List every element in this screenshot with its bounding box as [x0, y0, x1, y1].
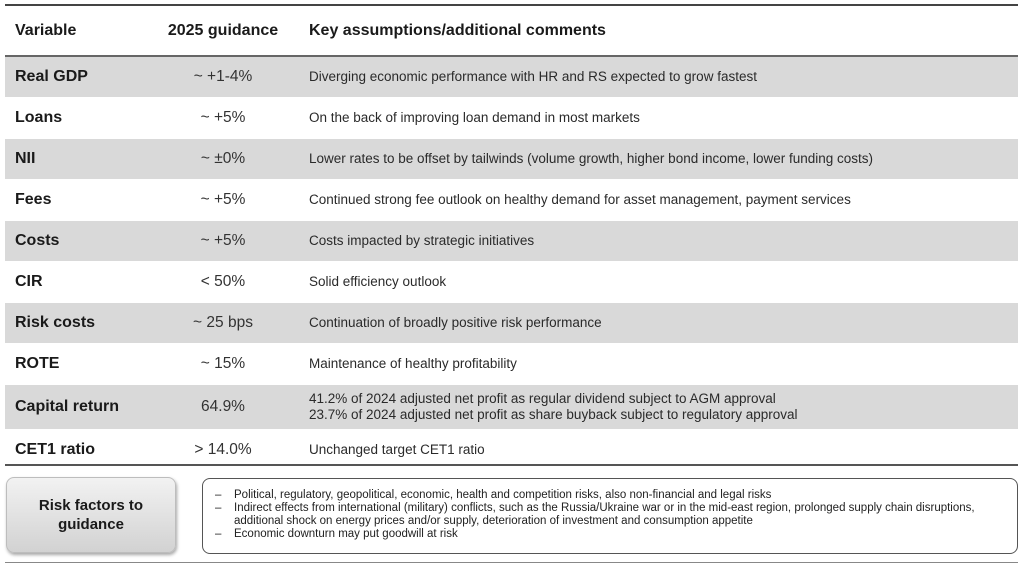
row-comment: Costs impacted by strategic initiatives: [309, 233, 535, 248]
row-variable: Capital return: [15, 398, 120, 415]
row-variable: NII: [15, 150, 36, 167]
risk-item-text: Economic downturn may put goodwill at risk: [234, 528, 458, 540]
row-variable: CET1 ratio: [15, 441, 96, 458]
row-comment: Continued strong fee outlook on healthy demand for asset management, payment services: [309, 192, 851, 207]
row-comment: Diverging economic performance with HR and RS expected to grow fastest: [309, 69, 757, 84]
table-row: [5, 139, 1018, 180]
row-variable: Loans: [15, 109, 63, 126]
table-row: [5, 180, 1018, 221]
row-guidance: ~ 25 bps: [193, 314, 253, 331]
table-row: [5, 98, 1018, 139]
list-item: [215, 489, 1005, 502]
header-guidance: 2025 guidance: [167, 21, 279, 39]
dash-bullet: –: [215, 528, 222, 540]
risk-item-text: Indirect effects from international (military) conflicts, such as the Russia/Ukraine war or in the mid-east region, prolonged supply chain disruptions, additional shock on energy prices and/or supply, deterioration of investment and consumption appetite: [234, 502, 975, 527]
header-comments: Key assumptions/additional comments: [309, 21, 606, 39]
header-variable: Variable: [15, 21, 77, 39]
row-variable: Costs: [15, 232, 60, 249]
row-guidance: ~ +5%: [200, 109, 246, 126]
risk-factors-box: [202, 478, 1018, 554]
table-header: [5, 6, 1018, 55]
table-row: [5, 385, 1018, 430]
row-comment: On the back of improving loan demand in most markets: [309, 110, 640, 125]
row-guidance: ~ 15%: [200, 355, 246, 372]
row-comment: Lower rates to be offset by tailwinds (volume growth, higher bond income, lower funding costs): [309, 151, 874, 166]
list-item: [215, 502, 1005, 528]
row-guidance: > 14.0%: [194, 441, 252, 458]
table-row: [5, 221, 1018, 262]
row-guidance: ~ +1-4%: [193, 68, 253, 85]
risk-factors-label: Risk factors to guidance: [6, 477, 176, 553]
table-row: [5, 262, 1018, 303]
row-comment: [293, 391, 1018, 423]
row-guidance: 64.9%: [201, 398, 245, 415]
row-variable: Fees: [15, 191, 52, 208]
table-row: [5, 57, 1018, 98]
guidance-table: [5, 57, 1018, 471]
row-comment: Solid efficiency outlook: [309, 274, 447, 289]
row-variable: ROTE: [15, 355, 60, 372]
dash-bullet: –: [215, 502, 222, 514]
row-comment-line-2: 23.7% of 2024 adjusted net profit as share buyback subject to regulatory approval: [309, 407, 798, 422]
row-comment: Unchanged target CET1 ratio: [309, 442, 485, 457]
row-variable: CIR: [15, 273, 43, 290]
row-variable: Real GDP: [15, 68, 88, 85]
row-guidance: < 50%: [200, 273, 246, 290]
row-comment: Continuation of broadly positive risk performance: [309, 315, 602, 330]
footer-rule: [5, 562, 1018, 563]
row-guidance: ~ +5%: [200, 191, 246, 208]
dash-bullet: –: [215, 489, 222, 501]
row-comment: Maintenance of healthy profitability: [309, 356, 517, 371]
row-guidance: ~ +5%: [200, 232, 246, 249]
row-variable: Risk costs: [15, 314, 96, 331]
table-row: [5, 303, 1018, 344]
row-comment-line-1: 41.2% of 2024 adjusted net profit as regular dividend subject to AGM approval: [309, 391, 776, 406]
table-row: [5, 344, 1018, 385]
row-guidance: ~ ±0%: [200, 150, 246, 167]
list-item: [215, 528, 1005, 541]
bottom-rule: [5, 464, 1018, 466]
risk-item-text: Political, regulatory, geopolitical, economic, health and competition risks, also non-financial and legal risks: [234, 489, 772, 501]
